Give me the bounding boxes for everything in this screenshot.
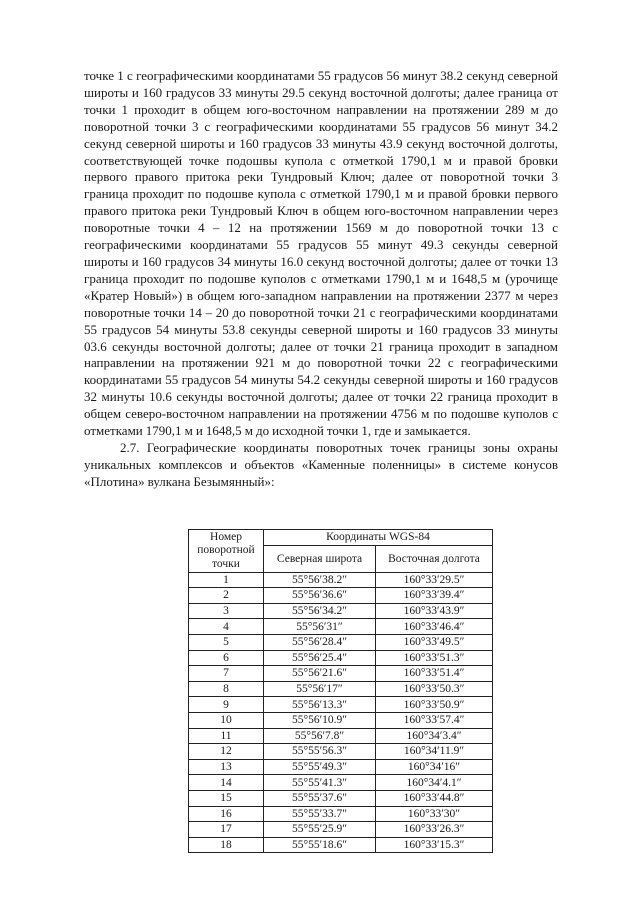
longitude-cell: 160°33′46.4″ bbox=[376, 619, 493, 635]
table-row bbox=[189, 806, 493, 822]
coordinates-table bbox=[188, 529, 493, 853]
latitude-cell: 55°55′25.9″ bbox=[264, 822, 376, 838]
longitude-cell: 160°33′50.9″ bbox=[376, 697, 493, 713]
latitude-cell: 55°56′25.4″ bbox=[264, 650, 376, 666]
table-row bbox=[189, 572, 493, 588]
longitude-cell: 160°34′3.4″ bbox=[376, 728, 493, 744]
table-row bbox=[189, 744, 493, 760]
document-body bbox=[84, 68, 558, 491]
longitude-cell: 160°33′57.4″ bbox=[376, 712, 493, 728]
latitude-cell: 55°55′41.3″ bbox=[264, 775, 376, 791]
boundary-description-paragraph: точке 1 с географическими координатами 55 градусов 56 минут 38.2 секунд северной широты и 160 градусов 33 минуты 29.5 секунд восточной долготы; далее граница от точки 1 проходит в общем юго-восточном направлении на протяжении 289 м до поворотной точки 3 с географическими координатами 55 градусов 56 минут 34.2 секунд северной широты и 160 градусов 33 минуты 43.9 секунд восточной долготы, соответствующей точке подошвы купола с отметкой 1790,1 м и правой бровки первого правого притока реки Тундровый Ключ; далее от поворотной точки 3 граница проходит по подошве купола с отметкой 1790,1 м и правой бровки первого правого притока реки Тундровый Ключ в общем юго-восточном направлении через поворотные точки 4 – 12 на протяжении 1569 м до поворотной точки 13 с географическими координатами 55 градусов 55 минут 49.3 секунды северной широты и 160 градусов 34 минуты 16.0 секунд восточной долготы; далее от точки 13 граница проходит по подошве куполов с отметками 1790,1 м и 1648,5 м (урочище «Кратер Новый») в общем юго-западном направлении на протяжении 2377 м через поворотные точки 14 – 20 до поворотной точки 21 с географическими координатами 55 градусов 54 минуты 53.8 секунды северной широты и 160 градусов 33 минуты 03.6 секунды восточной долготы; далее от точки 21 граница проходит в западном направлении на протяжении 921 м до поворотной точки 22 с географическими координатами 55 градусов 54 минуты 54.2 секунды северной широты и 160 градусов 32 минуты 10.6 секунды восточной долготы; далее от точки 22 граница проходит в общем северо-восточном направлении на протяжении 4756 м по подошве куполов с отметками 1790,1 м и 1648,5 м до исходной точки 1, где и замыкается. bbox=[84, 68, 558, 439]
table-row bbox=[189, 681, 493, 697]
latitude-cell: 55°56′17″ bbox=[264, 681, 376, 697]
point-number-cell: 9 bbox=[189, 697, 264, 713]
table-row bbox=[189, 775, 493, 791]
point-number-cell: 3 bbox=[189, 603, 264, 619]
header-point-number: Номер поворотной точки bbox=[189, 530, 264, 573]
latitude-cell: 55°55′18.6″ bbox=[264, 837, 376, 853]
header-coordinates: Координаты WGS-84 bbox=[264, 530, 493, 546]
latitude-cell: 55°56′28.4″ bbox=[264, 634, 376, 650]
point-number-cell: 1 bbox=[189, 572, 264, 588]
point-number-cell: 6 bbox=[189, 650, 264, 666]
table-row bbox=[189, 822, 493, 838]
section-heading: 2.7. Географические координаты поворотных точек границы зоны охраны уникальных комплексов и объектов «Каменные поленницы» в системе конусов «Плотина» вулкана Безымянный»: bbox=[84, 439, 558, 489]
table-row bbox=[189, 728, 493, 744]
longitude-cell: 160°33′50.3″ bbox=[376, 681, 493, 697]
point-number-cell: 8 bbox=[189, 681, 264, 697]
longitude-cell: 160°33′39.4″ bbox=[376, 588, 493, 604]
longitude-cell: 160°33′26.3″ bbox=[376, 822, 493, 838]
header-latitude: Северная широта bbox=[264, 545, 376, 572]
point-number-cell: 12 bbox=[189, 744, 264, 760]
latitude-cell: 55°55′37.6″ bbox=[264, 790, 376, 806]
table-row bbox=[189, 666, 493, 682]
latitude-cell: 55°55′56.3″ bbox=[264, 744, 376, 760]
point-number-cell: 5 bbox=[189, 634, 264, 650]
table-row bbox=[189, 650, 493, 666]
latitude-cell: 55°56′34.2″ bbox=[264, 603, 376, 619]
longitude-cell: 160°34′4.1″ bbox=[376, 775, 493, 791]
table-row bbox=[189, 603, 493, 619]
point-number-cell: 18 bbox=[189, 837, 264, 853]
point-number-cell: 4 bbox=[189, 619, 264, 635]
table-row bbox=[189, 588, 493, 604]
table-row bbox=[189, 837, 493, 853]
point-number-cell: 16 bbox=[189, 806, 264, 822]
latitude-cell: 55°56′21.6″ bbox=[264, 666, 376, 682]
point-number-cell: 13 bbox=[189, 759, 264, 775]
longitude-cell: 160°34′16″ bbox=[376, 759, 493, 775]
longitude-cell: 160°34′11.9″ bbox=[376, 744, 493, 760]
table-row bbox=[189, 759, 493, 775]
longitude-cell: 160°33′29.5″ bbox=[376, 572, 493, 588]
longitude-cell: 160°33′44.8″ bbox=[376, 790, 493, 806]
longitude-cell: 160°33′51.3″ bbox=[376, 650, 493, 666]
point-number-cell: 10 bbox=[189, 712, 264, 728]
point-number-cell: 7 bbox=[189, 666, 264, 682]
table-row bbox=[189, 712, 493, 728]
longitude-cell: 160°33′15.3″ bbox=[376, 837, 493, 853]
point-number-cell: 17 bbox=[189, 822, 264, 838]
table-row bbox=[189, 790, 493, 806]
longitude-cell: 160°33′51.4″ bbox=[376, 666, 493, 682]
longitude-cell: 160°33′43.9″ bbox=[376, 603, 493, 619]
latitude-cell: 55°56′7.8″ bbox=[264, 728, 376, 744]
latitude-cell: 55°56′10.9″ bbox=[264, 712, 376, 728]
point-number-cell: 11 bbox=[189, 728, 264, 744]
latitude-cell: 55°55′49.3″ bbox=[264, 759, 376, 775]
longitude-cell: 160°33′49.5″ bbox=[376, 634, 493, 650]
table-row bbox=[189, 619, 493, 635]
coordinates-table-body bbox=[189, 572, 493, 853]
table-row bbox=[189, 697, 493, 713]
header-longitude: Восточная долгота bbox=[376, 545, 493, 572]
point-number-cell: 2 bbox=[189, 588, 264, 604]
point-number-cell: 14 bbox=[189, 775, 264, 791]
latitude-cell: 55°56′38.2″ bbox=[264, 572, 376, 588]
latitude-cell: 55°55′33.7″ bbox=[264, 806, 376, 822]
point-number-cell: 15 bbox=[189, 790, 264, 806]
longitude-cell: 160°33′30″ bbox=[376, 806, 493, 822]
latitude-cell: 55°56′36.6″ bbox=[264, 588, 376, 604]
latitude-cell: 55°56′13.3″ bbox=[264, 697, 376, 713]
table-row bbox=[189, 634, 493, 650]
latitude-cell: 55°56′31″ bbox=[264, 619, 376, 635]
